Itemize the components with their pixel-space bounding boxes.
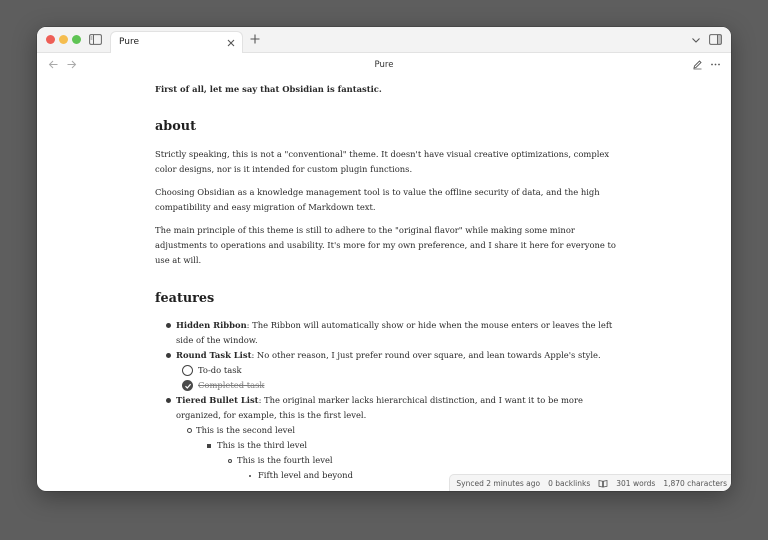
list-item bbox=[155, 393, 625, 423]
about-paragraph: Strictly speaking, this is not a "conventional" theme. It doesn't have visual creative optimizations, complex color designs, nor is it intended for custom plugin functions. bbox=[155, 149, 610, 174]
feature-title: Tiered Bullet List bbox=[176, 395, 259, 405]
heading-about: about bbox=[155, 119, 196, 134]
close-tab-icon[interactable] bbox=[226, 38, 236, 48]
list-item-level-2 bbox=[155, 423, 625, 438]
feature-text: : The Ribbon will automatically show or hide when the mouse enters or leaves the left side of the window. bbox=[176, 320, 613, 345]
tab-title: Pure bbox=[119, 37, 140, 47]
pencil-icon[interactable] bbox=[692, 59, 703, 70]
list-item-level-4 bbox=[155, 453, 625, 468]
feature-text: : The original marker lacks hierarchical distinction, and I want it to be more organized, for example, this is the first level. bbox=[176, 395, 583, 420]
view-title: Pure bbox=[374, 60, 394, 70]
book-open-icon[interactable] bbox=[598, 479, 608, 488]
sync-status[interactable]: Synced 2 minutes ago bbox=[456, 478, 541, 488]
task-checkbox-checked[interactable] bbox=[182, 380, 193, 391]
level-text: This is the third level bbox=[217, 440, 308, 450]
about-paragraph: Choosing Obsidian as a knowledge management tool is to value the offline security of data, and the high compatibility and easy migration of Markdown text. bbox=[155, 187, 600, 212]
more-options-icon[interactable] bbox=[710, 59, 721, 70]
level-text: This is the second level bbox=[196, 425, 296, 435]
right-sidebar-toggle-icon[interactable] bbox=[709, 34, 722, 45]
backlinks-count[interactable]: 0 backlinks bbox=[548, 478, 591, 488]
feature-title: Round Task List bbox=[176, 350, 252, 360]
task-list bbox=[155, 363, 625, 393]
status-bar bbox=[449, 474, 731, 491]
bullet-circle-icon bbox=[187, 428, 192, 433]
task-label: Completed task bbox=[198, 380, 265, 390]
character-count: 1,870 characters bbox=[663, 478, 727, 488]
maximize-window-button[interactable] bbox=[72, 35, 81, 44]
app-window bbox=[37, 27, 731, 491]
task-item bbox=[155, 378, 625, 393]
task-label: To-do task bbox=[198, 365, 242, 375]
minimize-window-button[interactable] bbox=[59, 35, 68, 44]
about-paragraph: The main principle of this theme is still to adhere to the "original flavor" while making some minor adjustments to operations and usability. It's more for my own preference, and I share it here for everyone to use at will. bbox=[155, 225, 616, 265]
list-item bbox=[155, 318, 625, 348]
level-text: Fifth level and beyond bbox=[258, 470, 353, 480]
tab-bar bbox=[37, 27, 731, 53]
list-item-level-3 bbox=[155, 438, 625, 453]
intro-text: First of all, let me say that Obsidian is fantastic. bbox=[155, 84, 382, 94]
task-checkbox[interactable] bbox=[182, 365, 193, 376]
view-header bbox=[37, 53, 731, 77]
word-count: 301 words bbox=[616, 478, 656, 488]
bullet-circle-icon bbox=[228, 459, 232, 463]
left-sidebar-toggle-icon[interactable] bbox=[89, 34, 102, 45]
tab-pure[interactable] bbox=[110, 31, 243, 54]
close-window-button[interactable] bbox=[46, 35, 55, 44]
task-item bbox=[155, 363, 625, 378]
feature-list bbox=[155, 393, 625, 423]
level-text: This is the fourth level bbox=[237, 455, 333, 465]
bullet-dot-icon bbox=[249, 475, 251, 477]
heading-features: features bbox=[155, 291, 215, 306]
feature-list bbox=[155, 318, 625, 363]
new-tab-icon[interactable] bbox=[249, 33, 261, 45]
note-content bbox=[155, 82, 625, 483]
feature-title: Hidden Ribbon bbox=[176, 320, 247, 330]
chevron-down-icon[interactable] bbox=[691, 35, 701, 45]
list-item bbox=[155, 348, 625, 363]
checkmark-icon bbox=[184, 382, 192, 390]
feature-text: : No other reason, I just prefer round over square, and lean towards Apple's style. bbox=[251, 350, 601, 360]
bullet-square-icon bbox=[207, 444, 211, 448]
